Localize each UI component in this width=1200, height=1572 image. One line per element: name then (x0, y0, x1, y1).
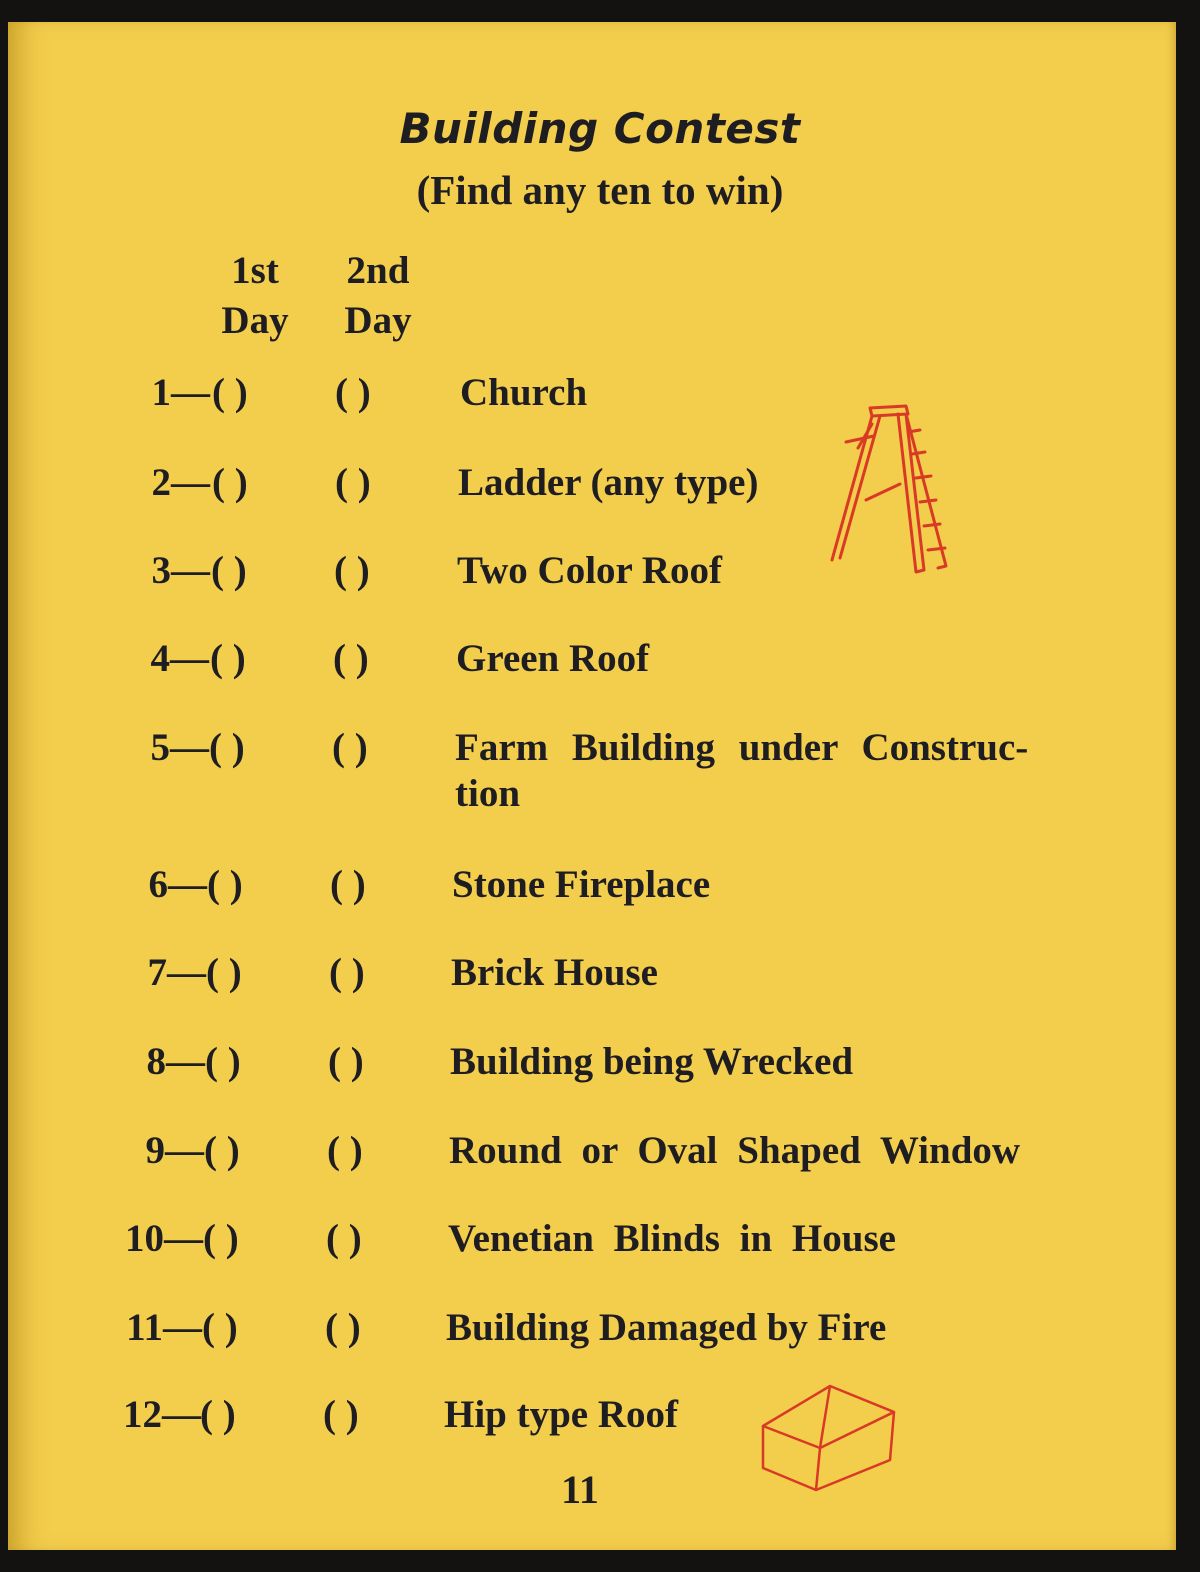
item-label: Church (460, 371, 588, 414)
second-day-checkbox[interactable]: ( ) (335, 371, 371, 414)
second-day-checkbox[interactable]: ( ) (327, 1129, 363, 1172)
item-label: Green Roof (456, 637, 650, 680)
column-header-second-day-line1: 2nd (346, 249, 410, 292)
item-label: Hip type Roof (444, 1393, 678, 1436)
list-item (0, 1128, 1200, 1188)
item-number: 8— (146, 1040, 205, 1083)
item-label: Round or Oval Shaped Window (449, 1129, 1021, 1172)
second-day-checkbox[interactable]: ( ) (333, 637, 369, 680)
first-day-checkbox[interactable]: ( ) (211, 549, 247, 592)
item-number: 9— (145, 1129, 204, 1172)
column-header-first-day-line1: 1st (231, 249, 279, 292)
item-number: 1— (151, 371, 210, 414)
first-day-checkbox[interactable]: ( ) (206, 951, 242, 994)
item-number: 7— (147, 951, 206, 994)
item-label: Venetian Blinds in House (448, 1217, 896, 1260)
list-item (0, 460, 1200, 520)
second-day-checkbox[interactable]: ( ) (326, 1217, 362, 1260)
column-header-first-day-line2: Day (221, 299, 289, 342)
second-day-checkbox[interactable]: ( ) (325, 1306, 361, 1349)
item-label: Ladder (any type) (458, 461, 759, 504)
item-number: 11— (126, 1306, 202, 1349)
first-day-checkbox[interactable]: ( ) (212, 371, 248, 414)
list-item (0, 950, 1200, 1010)
list-item (0, 370, 1200, 430)
page-number: 11 (561, 1467, 599, 1512)
first-day-checkbox[interactable]: ( ) (207, 863, 243, 906)
second-day-checkbox[interactable]: ( ) (328, 1040, 364, 1083)
first-day-checkbox[interactable]: ( ) (203, 1217, 239, 1260)
item-label: Two Color Roof (457, 549, 723, 592)
first-day-checkbox[interactable]: ( ) (210, 637, 246, 680)
item-number: 10— (125, 1217, 203, 1260)
item-number: 12— (123, 1393, 201, 1436)
first-day-checkbox[interactable]: ( ) (202, 1306, 238, 1349)
second-day-checkbox[interactable]: ( ) (335, 461, 371, 504)
second-day-checkbox[interactable]: ( ) (334, 549, 370, 592)
item-label: Building being Wrecked (450, 1040, 854, 1083)
list-item (0, 1392, 1200, 1452)
item-label: Brick House (451, 951, 658, 994)
second-day-checkbox[interactable]: ( ) (330, 863, 366, 906)
item-number: 2— (151, 461, 210, 504)
item-label: Stone Fireplace (452, 863, 711, 906)
first-day-checkbox[interactable]: ( ) (209, 726, 245, 769)
page-title: Building Contest (399, 104, 801, 153)
column-header-second-day-line2: Day (344, 299, 412, 342)
item-number: 3— (151, 549, 210, 592)
list-item (0, 636, 1200, 696)
list-item (0, 548, 1200, 608)
list-item (0, 725, 1200, 825)
second-day-checkbox[interactable]: ( ) (332, 726, 368, 769)
list-item (0, 1039, 1200, 1099)
column-header-second-day (328, 246, 428, 346)
item-number: 5— (150, 726, 209, 769)
first-day-checkbox[interactable]: ( ) (205, 1040, 241, 1083)
item-number: 4— (150, 637, 209, 680)
item-number: 6— (148, 863, 207, 906)
list-item (0, 1216, 1200, 1276)
item-label: Building Damaged by Fire (446, 1306, 887, 1349)
second-day-checkbox[interactable]: ( ) (329, 951, 365, 994)
first-day-checkbox[interactable]: ( ) (212, 461, 248, 504)
first-day-checkbox[interactable]: ( ) (204, 1129, 240, 1172)
second-day-checkbox[interactable]: ( ) (323, 1393, 359, 1436)
ladder-icon (828, 400, 958, 580)
first-day-checkbox[interactable]: ( ) (200, 1393, 236, 1436)
column-header-first-day (205, 246, 305, 346)
list-item (0, 862, 1200, 922)
list-item (0, 1305, 1200, 1365)
page-subtitle: (Find any ten to win) (416, 167, 784, 213)
item-label: Farm Building under Construc- tion (455, 726, 1029, 815)
